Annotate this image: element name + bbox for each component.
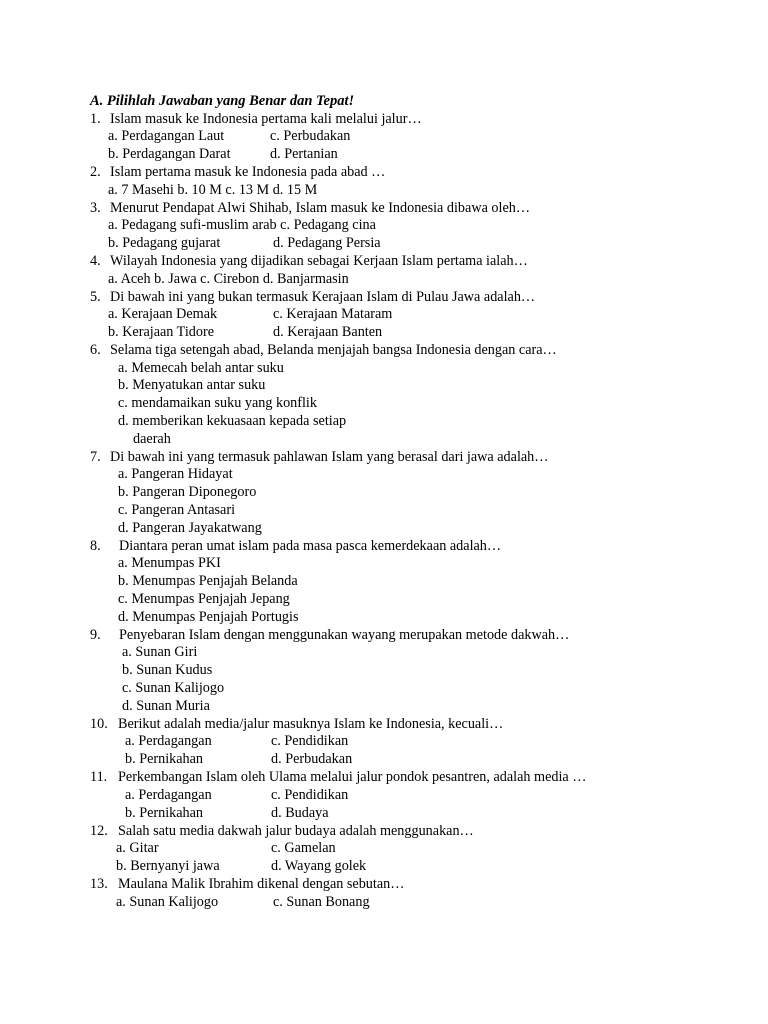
question-text: Perkembangan Islam oleh Ulama melalui jalur pondok pesantren, adalah media …	[118, 769, 587, 786]
answer-option: a. Kerajaan Demak	[108, 306, 218, 323]
option-row	[90, 484, 740, 502]
question-9	[90, 627, 740, 716]
answer-option: c. Pendidikan	[271, 786, 349, 803]
answer-option: c. Sunan Kalijogo	[122, 680, 225, 697]
question-13	[90, 876, 740, 912]
question-number: 9.	[90, 626, 101, 643]
answer-option: c. Gamelan	[271, 840, 336, 857]
option-row	[90, 360, 740, 378]
option-row	[90, 894, 740, 912]
question-12	[90, 823, 740, 876]
question-text: Islam pertama masuk ke Indonesia pada abad …	[110, 163, 386, 180]
answer-option: d. Pangeran Jayakatwang	[118, 519, 262, 536]
answer-option: b. Pangeran Diponegoro	[118, 484, 257, 501]
option-row	[90, 395, 740, 413]
option-row	[90, 805, 740, 823]
question-number: 2.	[90, 163, 101, 180]
answer-option: a. Aceh b. Jawa c. Cirebon d. Banjarmasin	[108, 270, 349, 287]
question-text: Diantara peran umat islam pada masa pasca kemerdekaan adalah…	[119, 537, 502, 554]
question-number: 7.	[90, 448, 101, 465]
option-row	[90, 324, 740, 342]
option-row	[90, 271, 740, 289]
question-text: Berikut adalah media/jalur masuknya Islam ke Indonesia, kecuali…	[118, 715, 504, 732]
question-text: Menurut Pendapat Alwi Shihab, Islam masuk ke Indonesia dibawa oleh…	[110, 199, 531, 216]
answer-option: d. Pedagang Persia	[273, 235, 381, 252]
answer-option: c. Sunan Bonang	[273, 893, 370, 910]
answer-option: a. Pangeran Hidayat	[118, 466, 233, 483]
option-row	[90, 787, 740, 805]
answer-option: c. mendamaikan suku yang konflik	[118, 395, 317, 412]
option-row	[90, 644, 740, 662]
section-heading: A. Pilihlah Jawaban yang Benar dan Tepat!	[90, 93, 355, 109]
question-number: 10.	[90, 715, 108, 732]
answer-option: a. Perdagangan	[125, 733, 212, 750]
answer-option: b. Pernikahan	[125, 751, 204, 768]
option-row	[90, 306, 740, 324]
question-7	[90, 449, 740, 538]
answer-option: a. 7 Masehi b. 10 M c. 13 M d. 15 M	[108, 181, 318, 198]
option-row	[90, 182, 740, 200]
answer-option: b. Menumpas Penjajah Belanda	[118, 573, 298, 590]
question-text: Selama tiga setengah abad, Belanda menjajah bangsa Indonesia dengan cara…	[110, 341, 557, 358]
answer-option: b. Sunan Kudus	[122, 662, 213, 679]
option-row	[90, 840, 740, 858]
answer-option: c. Pangeran Antasari	[118, 502, 236, 519]
question-number: 4.	[90, 252, 101, 269]
question-6	[90, 342, 740, 449]
answer-option: a. Memecah belah antar suku	[118, 359, 284, 376]
option-row	[90, 520, 740, 538]
question-3	[90, 200, 740, 253]
option-row	[90, 573, 740, 591]
answer-option: b. Menyatukan antar suku	[118, 377, 266, 394]
answer-option: c. Kerajaan Mataram	[273, 306, 393, 323]
question-text: Di bawah ini yang termasuk pahlawan Islam yang berasal dari jawa adalah…	[110, 448, 549, 465]
question-number: 12.	[90, 822, 108, 839]
answer-option: a. Sunan Kalijogo	[116, 893, 219, 910]
answer-option: d. memberikan kekuasaan kepada setiap	[118, 413, 347, 430]
answer-option: b. Bernyanyi jawa	[116, 858, 220, 875]
option-row	[90, 217, 740, 235]
question-4	[90, 253, 740, 289]
answer-option: b. Pedagang gujarat	[108, 235, 221, 252]
question-10	[90, 716, 740, 769]
question-text: Islam masuk ke Indonesia pertama kali melalui jalur…	[110, 110, 422, 127]
question-number: 8.	[90, 537, 101, 554]
question-number: 1.	[90, 110, 101, 127]
option-row	[90, 431, 740, 449]
answer-option: b. Pernikahan	[125, 804, 204, 821]
answer-option: b. Perdagangan Darat	[108, 146, 231, 163]
answer-option: b. Kerajaan Tidore	[108, 324, 214, 341]
option-row	[90, 751, 740, 769]
option-row	[90, 858, 740, 876]
question-number: 6.	[90, 341, 101, 358]
answer-option: c. Perbudakan	[270, 128, 351, 145]
option-row	[90, 377, 740, 395]
answer-option: d. Kerajaan Banten	[273, 324, 383, 341]
answer-option: d. Sunan Muria	[122, 697, 210, 714]
answer-option: a. Perdagangan	[125, 786, 212, 803]
answer-option: d. Perbudakan	[271, 751, 353, 768]
answer-option: d. Pertanian	[270, 146, 338, 163]
question-1	[90, 111, 740, 164]
option-row	[90, 466, 740, 484]
question-number: 5.	[90, 288, 101, 305]
option-row	[90, 502, 740, 520]
answer-option: a. Gitar	[116, 840, 159, 857]
option-row	[90, 680, 740, 698]
option-row	[90, 698, 740, 716]
answer-option: a. Perdagangan Laut	[108, 128, 225, 145]
option-row	[90, 662, 740, 680]
question-number: 11.	[90, 769, 108, 786]
question-2	[90, 164, 740, 200]
answer-option: a. Sunan Giri	[122, 644, 198, 661]
answer-option: d. Menumpas Penjajah Portugis	[118, 608, 299, 625]
answer-option: daerah	[133, 430, 171, 447]
option-row	[90, 733, 740, 751]
answer-option: c. Menumpas Penjajah Jepang	[118, 591, 290, 608]
option-row	[90, 591, 740, 609]
question-text: Maulana Malik Ibrahim dikenal dengan sebutan…	[118, 875, 405, 892]
option-row	[90, 146, 740, 164]
answer-option: a. Menumpas PKI	[118, 555, 221, 572]
answer-option: d. Wayang golek	[271, 858, 367, 875]
answer-option: d. Budaya	[271, 804, 329, 821]
option-row	[90, 413, 740, 431]
option-row	[90, 555, 740, 573]
question-text: Salah satu media dakwah jalur budaya adalah menggunakan…	[118, 822, 474, 839]
answer-option: c. Pendidikan	[271, 733, 349, 750]
question-8	[90, 538, 740, 627]
question-11	[90, 769, 740, 822]
question-text: Penyebaran Islam dengan menggunakan wayang merupakan metode dakwah…	[119, 626, 570, 643]
question-number: 3.	[90, 199, 101, 216]
question-text: Di bawah ini yang bukan termasuk Kerajaan Islam di Pulau Jawa adalah…	[110, 288, 536, 305]
option-row	[90, 609, 740, 627]
question-5	[90, 289, 740, 342]
question-number: 13.	[90, 875, 108, 892]
question-text: Wilayah Indonesia yang dijadikan sebagai Kerjaan Islam pertama ialah…	[110, 252, 528, 269]
answer-option: a. Pedagang sufi-muslim arab c. Pedagang cina	[108, 217, 376, 234]
option-row	[90, 235, 740, 253]
option-row	[90, 128, 740, 146]
